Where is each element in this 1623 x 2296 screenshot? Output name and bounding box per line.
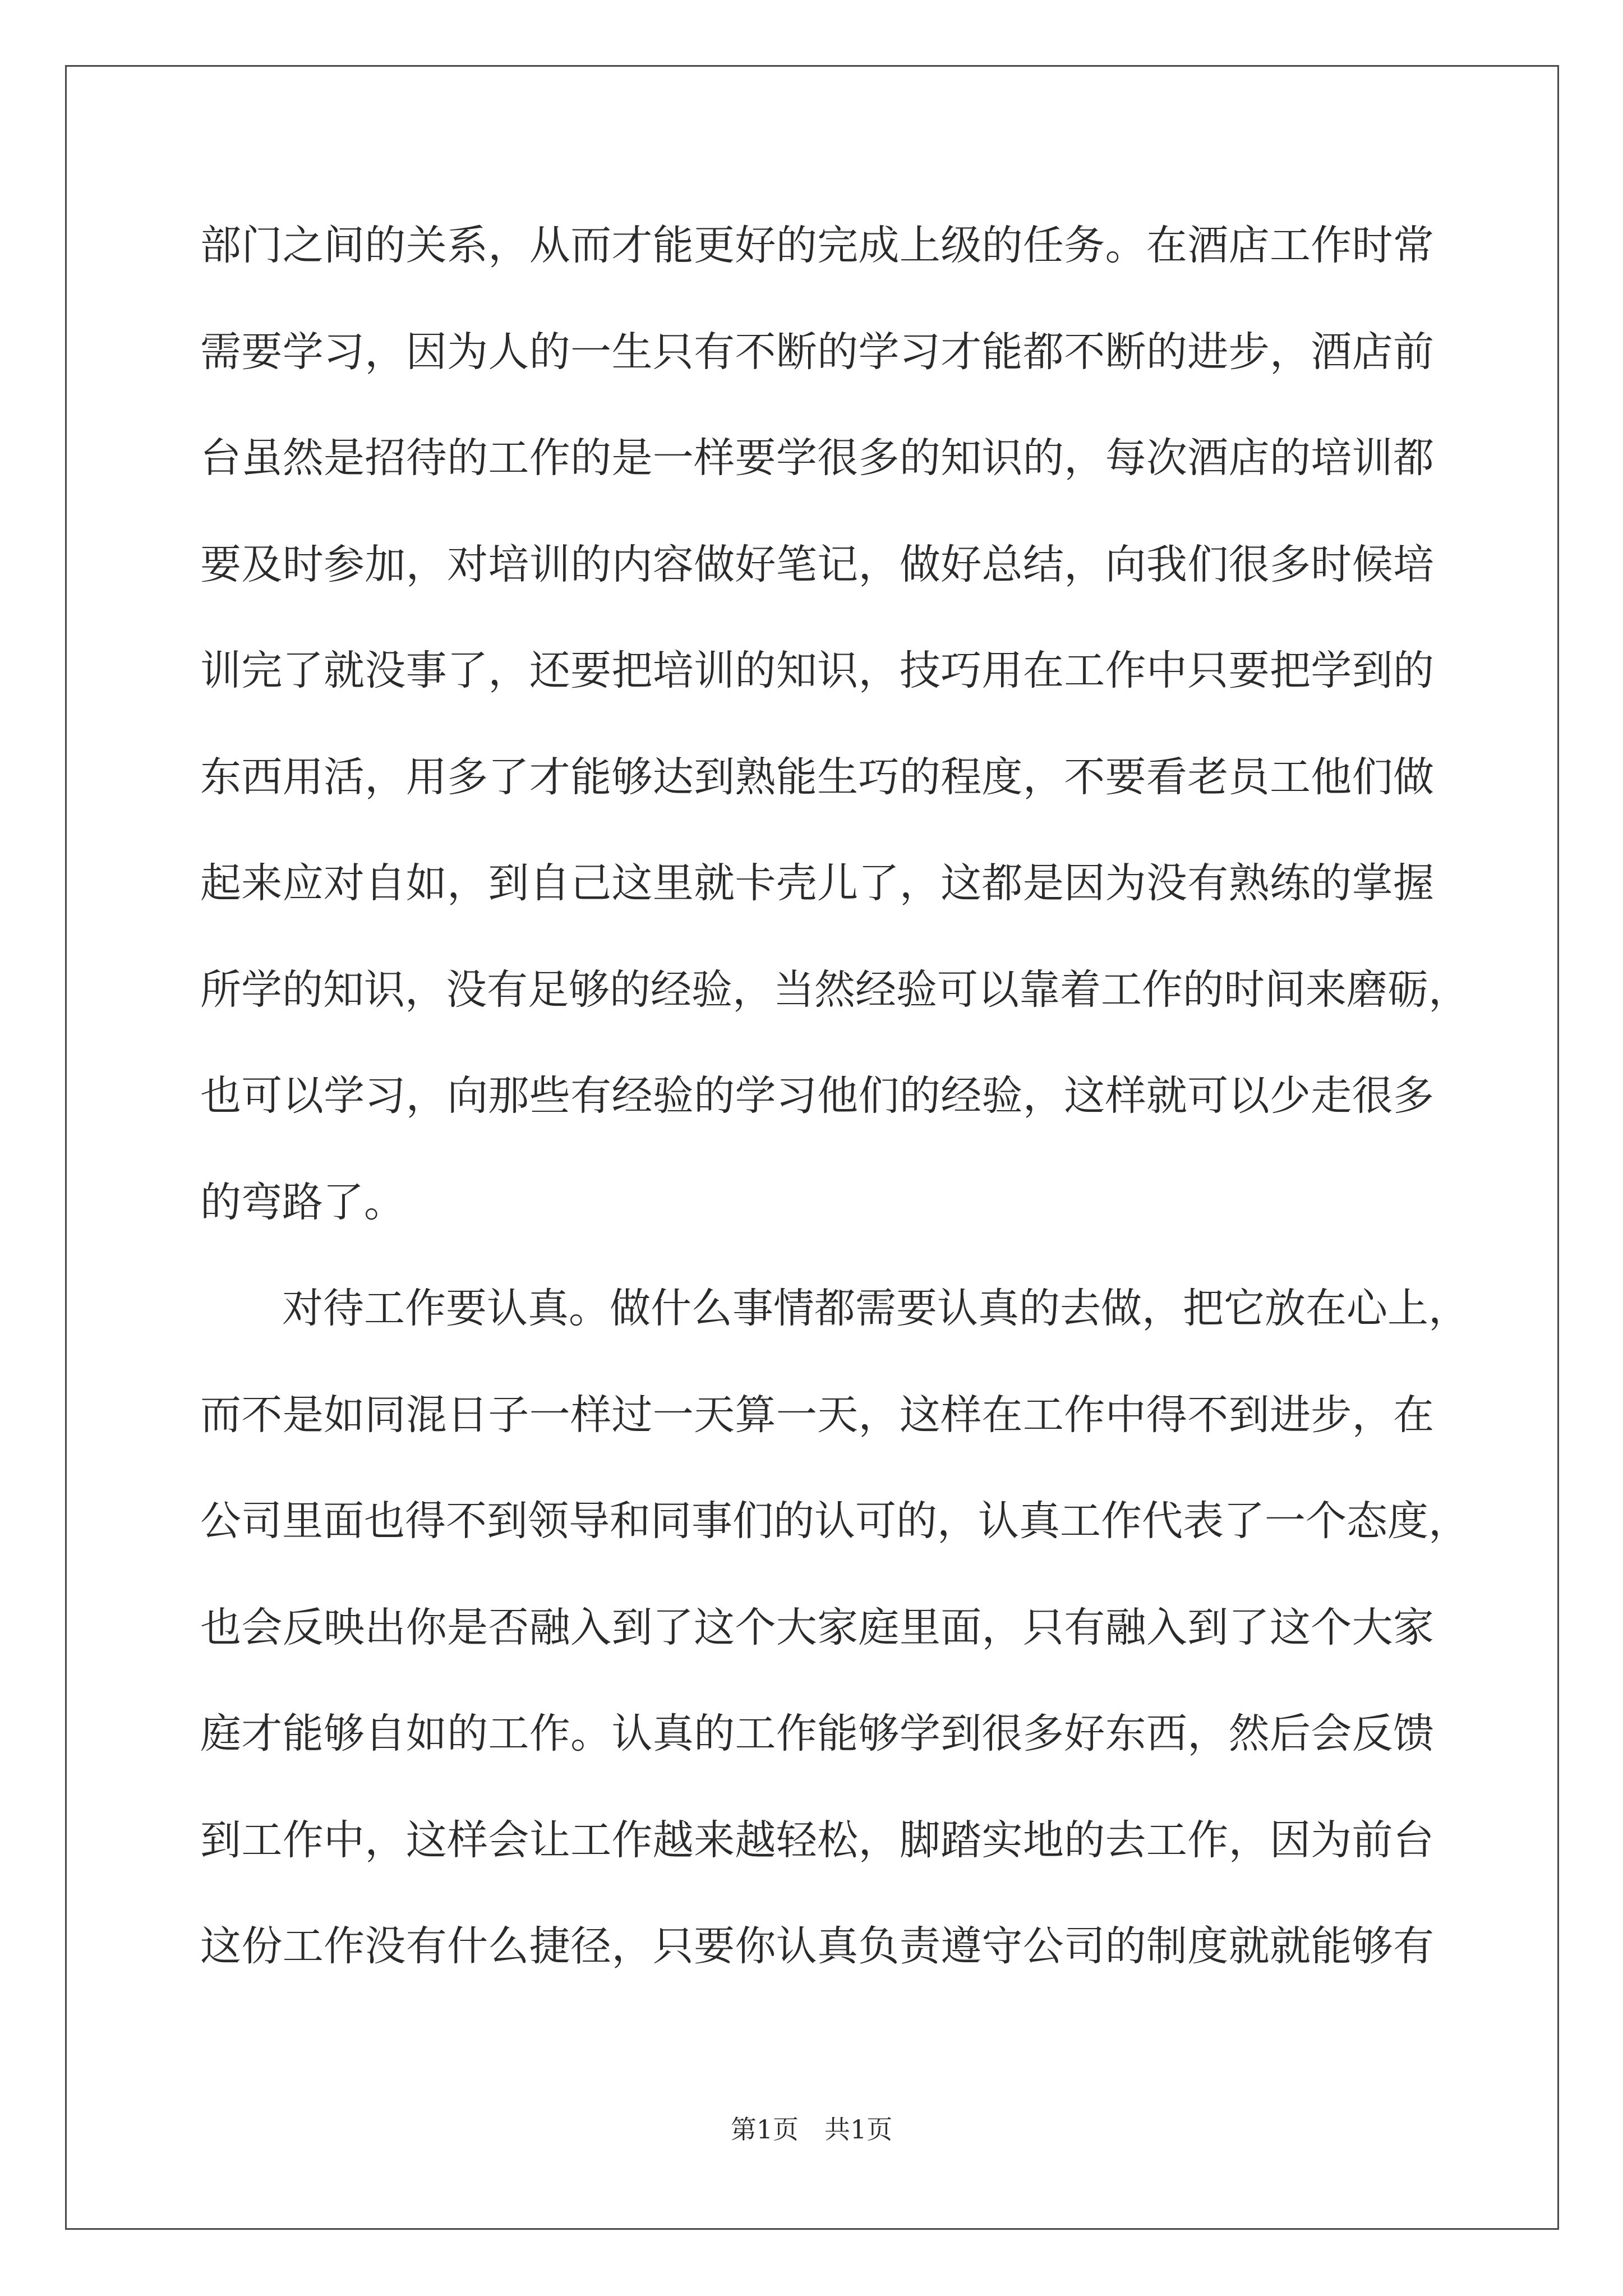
text-line: 而不是如同混日子一样过一天算一天，这样在工作中得不到进步，在 <box>200 1391 1434 1439</box>
page-number-footer: 第1页 共1页 <box>730 2114 893 2145</box>
text-line: 庭才能够自如的工作。认真的工作能够学到很多好东西，然后会反馈 <box>200 1710 1434 1757</box>
text-line: 起来应对自如，到自己这里就卡壳儿了，这都是因为没有熟练的掌握 <box>200 859 1434 907</box>
text-line: 公司里面也得不到领导和同事们的认可的，认真工作代表了一个态度， <box>200 1497 1469 1545</box>
text-line: 部门之间的关系，从而才能更好的完成上级的任务。在酒店工作时常 <box>200 222 1434 269</box>
text-line: 东西用活，用多了才能够达到熟能生巧的程度，不要看老员工他们做 <box>200 753 1434 801</box>
text-line: 要及时参加，对培训的内容做好笔记，做好总结，向我们很多时候培 <box>200 540 1434 588</box>
text-line: 也会反映出你是否融入到了这个大家庭里面，只有融入到了这个大家 <box>200 1603 1434 1651</box>
text-line: 台虽然是招待的工作的是一样要学很多的知识的，每次酒店的培训都 <box>200 434 1434 482</box>
text-line: 对待工作要认真。做什么事情都需要认真的去做，把它放在心上， <box>282 1285 1469 1332</box>
text-line: 需要学习，因为人的一生只有不断的学习才能都不断的进步，酒店前 <box>200 328 1434 376</box>
document-body <box>200 215 1469 2022</box>
text-line: 的弯路了。 <box>200 1178 405 1226</box>
text-line: 这份工作没有什么捷径，只要你认真负责遵守公司的制度就就能够有 <box>200 1922 1434 1970</box>
text-line: 训完了就没事了，还要把培训的知识，技巧用在工作中只要把学到的 <box>200 647 1434 694</box>
text-line: 也可以学习，向那些有经验的学习他们的经验，这样就可以少走很多 <box>200 1072 1434 1120</box>
text-line: 所学的知识，没有足够的经验，当然经验可以靠着工作的时间来磨砺， <box>200 965 1469 1014</box>
text-line: 到工作中，这样会让工作越来越轻松，脚踏实地的去工作，因为前台 <box>200 1816 1434 1864</box>
